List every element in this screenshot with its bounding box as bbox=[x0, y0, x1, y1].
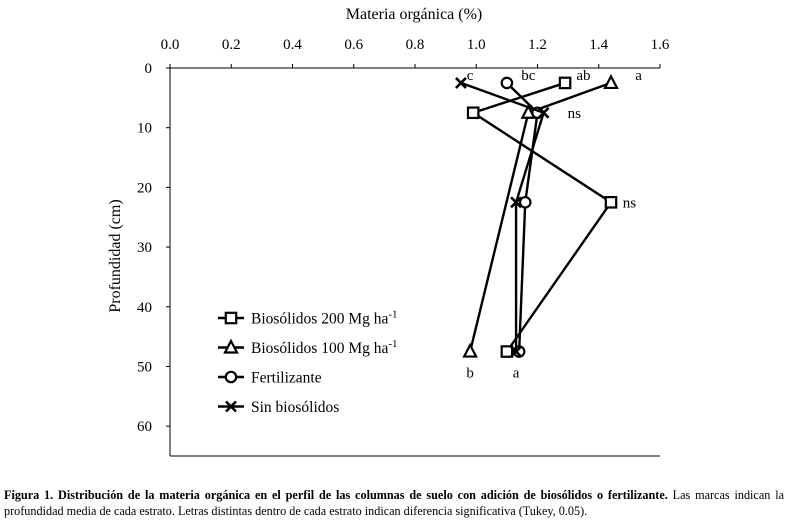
y-tick-label: 40 bbox=[137, 299, 152, 316]
x-tick-labels bbox=[161, 37, 670, 53]
x-tick-label: 0.4 bbox=[283, 37, 302, 53]
legend-marker bbox=[226, 313, 236, 323]
legend-label: Fertilizante bbox=[251, 369, 322, 387]
series-line bbox=[473, 83, 611, 352]
data-point bbox=[606, 197, 616, 207]
figure-caption bbox=[4, 487, 784, 519]
x-tick-label: 0.6 bbox=[344, 37, 364, 53]
legend-item bbox=[218, 309, 398, 328]
significance-label: a bbox=[635, 68, 642, 85]
x-tick-label: 0.2 bbox=[221, 37, 241, 53]
annotation-layer bbox=[466, 68, 642, 381]
x-tick-label: 1.0 bbox=[466, 37, 486, 53]
data-point bbox=[502, 78, 512, 88]
legend-label: Biosólidos 200 Mg $ha^{-1}$ bbox=[251, 308, 398, 328]
data-point bbox=[520, 197, 530, 207]
significance-label: c bbox=[466, 68, 474, 85]
legend bbox=[218, 309, 398, 417]
data-point bbox=[502, 346, 512, 356]
plot-frame bbox=[170, 68, 660, 456]
significance-label: bc bbox=[521, 68, 536, 85]
data-point bbox=[605, 76, 617, 88]
y-tick-label: 20 bbox=[137, 180, 152, 197]
significance-label: b bbox=[466, 365, 474, 382]
y-tick-label: 50 bbox=[137, 359, 152, 376]
x-tick-label: 1.2 bbox=[528, 37, 547, 53]
y-axis-title: Profundidad (cm) bbox=[107, 199, 124, 313]
series-triangle bbox=[464, 76, 617, 356]
y-tick-label: 10 bbox=[137, 120, 152, 137]
caption-rest: Las marcas indican la profundidad media de cada estrato. Letras distintas dentro de cada estrato indican diferencia significativa (Tukey, 0.05). bbox=[4, 488, 784, 518]
significance-label: ab bbox=[576, 68, 591, 85]
legend-label: Biosólidos 100 Mg $ha^{-1}$ bbox=[251, 338, 398, 357]
significance-label: ns bbox=[622, 195, 637, 212]
axes bbox=[166, 64, 660, 426]
y-tick-label: 0 bbox=[144, 61, 152, 77]
x-tick-label: 0.8 bbox=[405, 37, 425, 53]
legend-marker bbox=[225, 341, 237, 353]
x-tick-label: 1.4 bbox=[589, 37, 609, 53]
legend-label: Sin biosólidos bbox=[251, 399, 340, 416]
significance-label: ns bbox=[567, 105, 581, 122]
legend-item bbox=[218, 338, 398, 357]
significance-label: a bbox=[512, 365, 520, 382]
series-line bbox=[507, 83, 538, 352]
data-point bbox=[464, 345, 476, 357]
y-tick-labels bbox=[137, 61, 152, 435]
legend-item bbox=[218, 399, 339, 416]
series-layer bbox=[456, 76, 617, 356]
caption-bold: Figura 1. Distribución de la materia orgánica en el perfil de las columnas de suelo con adición de biosólidos o fertilizante. bbox=[4, 488, 668, 502]
data-point bbox=[468, 108, 478, 118]
x-tick-label: 1.6 bbox=[650, 37, 670, 53]
y-tick-label: 30 bbox=[137, 240, 152, 257]
legend-marker bbox=[226, 372, 236, 382]
x-axis-title: Materia orgánica (%) bbox=[345, 6, 483, 23]
series-circle bbox=[502, 78, 543, 357]
x-tick-label: 0.0 bbox=[160, 37, 180, 53]
y-tick-label: 60 bbox=[137, 419, 152, 436]
data-point bbox=[560, 78, 570, 88]
legend-item bbox=[218, 370, 322, 387]
